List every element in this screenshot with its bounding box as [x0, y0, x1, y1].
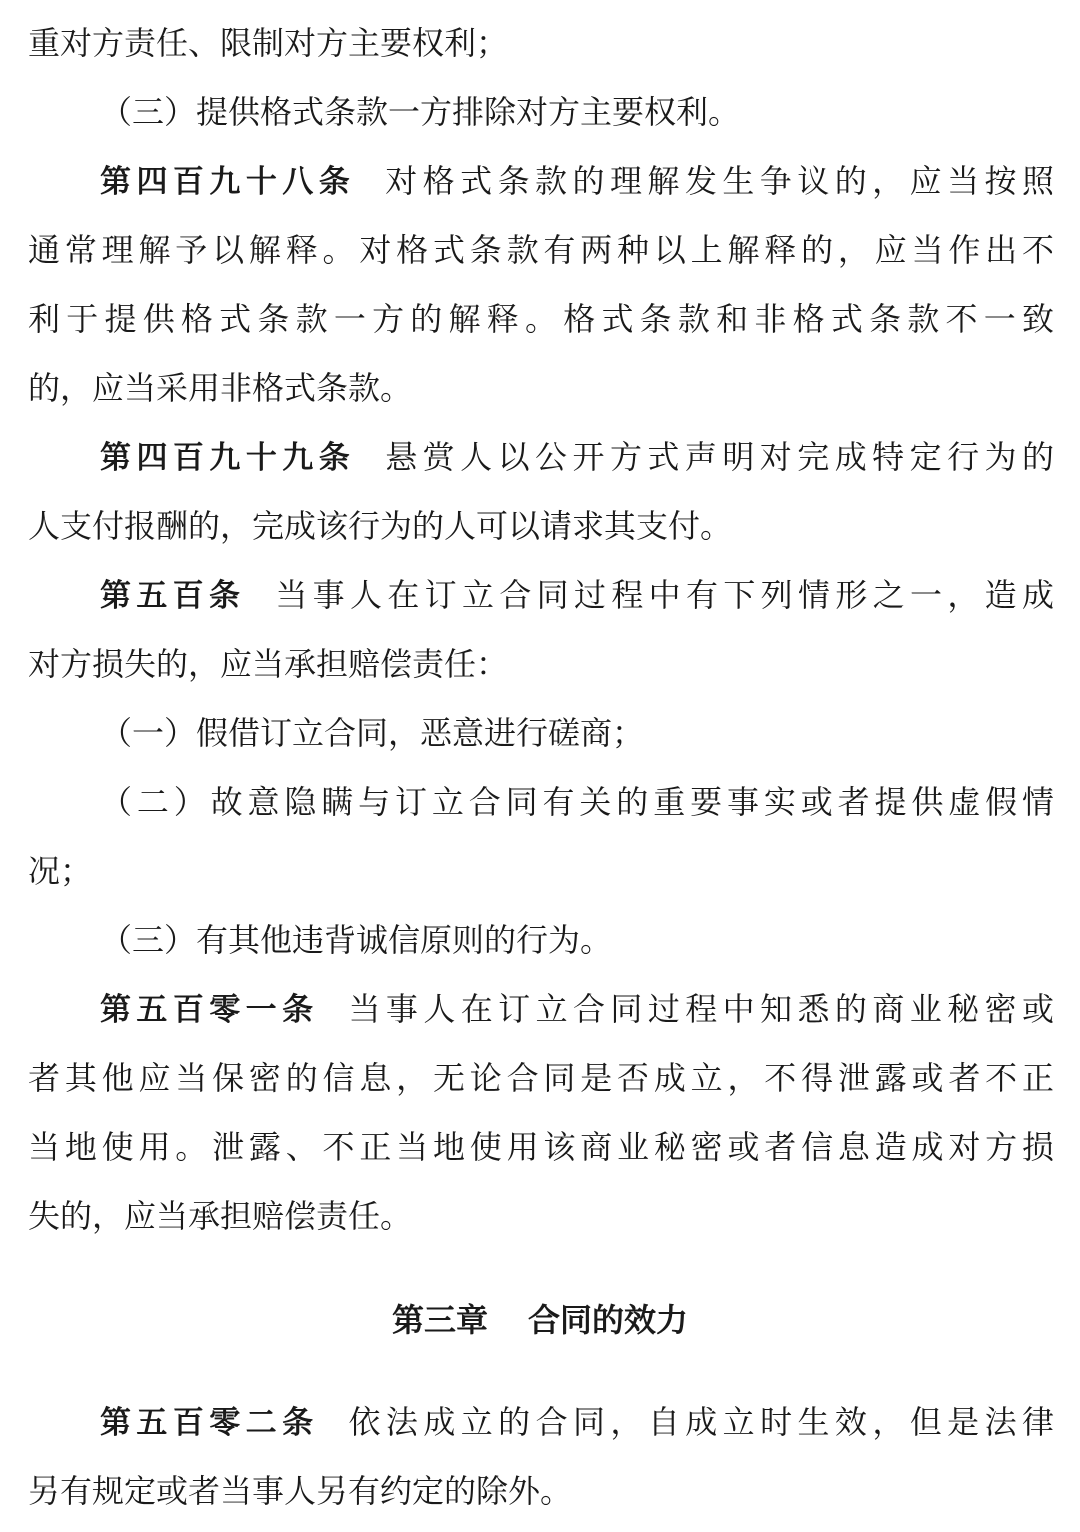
text-line: 失的，应当承担赔偿责任。	[28, 1197, 413, 1235]
text-line: 人支付报酬的，完成该行为的人可以请求其支付。	[28, 507, 733, 545]
article-heading: 第五百零二条	[100, 1405, 319, 1441]
text-line: 通常理解予以解释。对格式条款有两种以上解释的，应当作出不	[28, 231, 1054, 269]
article-text: 依法成立的合同，自成立时生效，但是法律	[348, 1403, 1054, 1441]
article-heading: 第四百九十八条	[100, 164, 356, 200]
article-text: 当事人在订立合同过程中有下列情形之一，造成	[275, 576, 1054, 614]
text-line: 当地使用。泄露、不正当地使用该商业秘密或者信息造成对方损	[28, 1128, 1054, 1166]
text-line: 的，应当采用非格式条款。	[28, 369, 413, 407]
chapter-title: 合同的效力	[528, 1301, 689, 1339]
text-line: 利于提供格式条款一方的解释。格式条款和非格式条款不一致	[28, 300, 1054, 338]
article-heading: 第五百零一条	[100, 992, 319, 1028]
text-line: 另有规定或者当事人另有约定的除外。	[28, 1472, 573, 1510]
clause-item: （三）有其他违背诚信原则的行为。	[100, 921, 613, 959]
clause-item: （三）提供格式条款一方排除对方主要权利。	[100, 93, 741, 131]
article-heading: 第四百九十九条	[100, 440, 356, 476]
text-line: 者其他应当保密的信息，无论合同是否成立，不得泄露或者不正	[28, 1059, 1054, 1097]
clause-item: （二）故意隐瞒与订立合同有关的重要事实或者提供虚假情	[100, 783, 1054, 821]
article-text: 悬赏人以公开方式声明对完成特定行为的	[385, 438, 1054, 476]
article-498-line-1	[100, 156, 1054, 206]
article-text: 当事人在订立合同过程中知悉的商业秘密或	[348, 990, 1054, 1028]
article-501-line-1	[100, 984, 1054, 1034]
text-line: 重对方责任、限制对方主要权利；	[28, 24, 509, 62]
article-500-line-1	[100, 570, 1054, 620]
chapter-heading	[0, 1293, 1080, 1347]
article-499-line-1	[100, 432, 1054, 482]
chapter-number: 第三章	[391, 1301, 488, 1339]
article-502-line-1	[100, 1397, 1054, 1447]
article-heading: 第五百条	[100, 578, 246, 614]
text-line: 对方损失的，应当承担赔偿责任：	[28, 645, 509, 683]
clause-item: （一）假借订立合同，恶意进行磋商；	[100, 714, 645, 752]
article-text: 对格式条款的理解发生争议的，应当按照	[385, 162, 1054, 200]
text-line: 况；	[28, 852, 93, 890]
